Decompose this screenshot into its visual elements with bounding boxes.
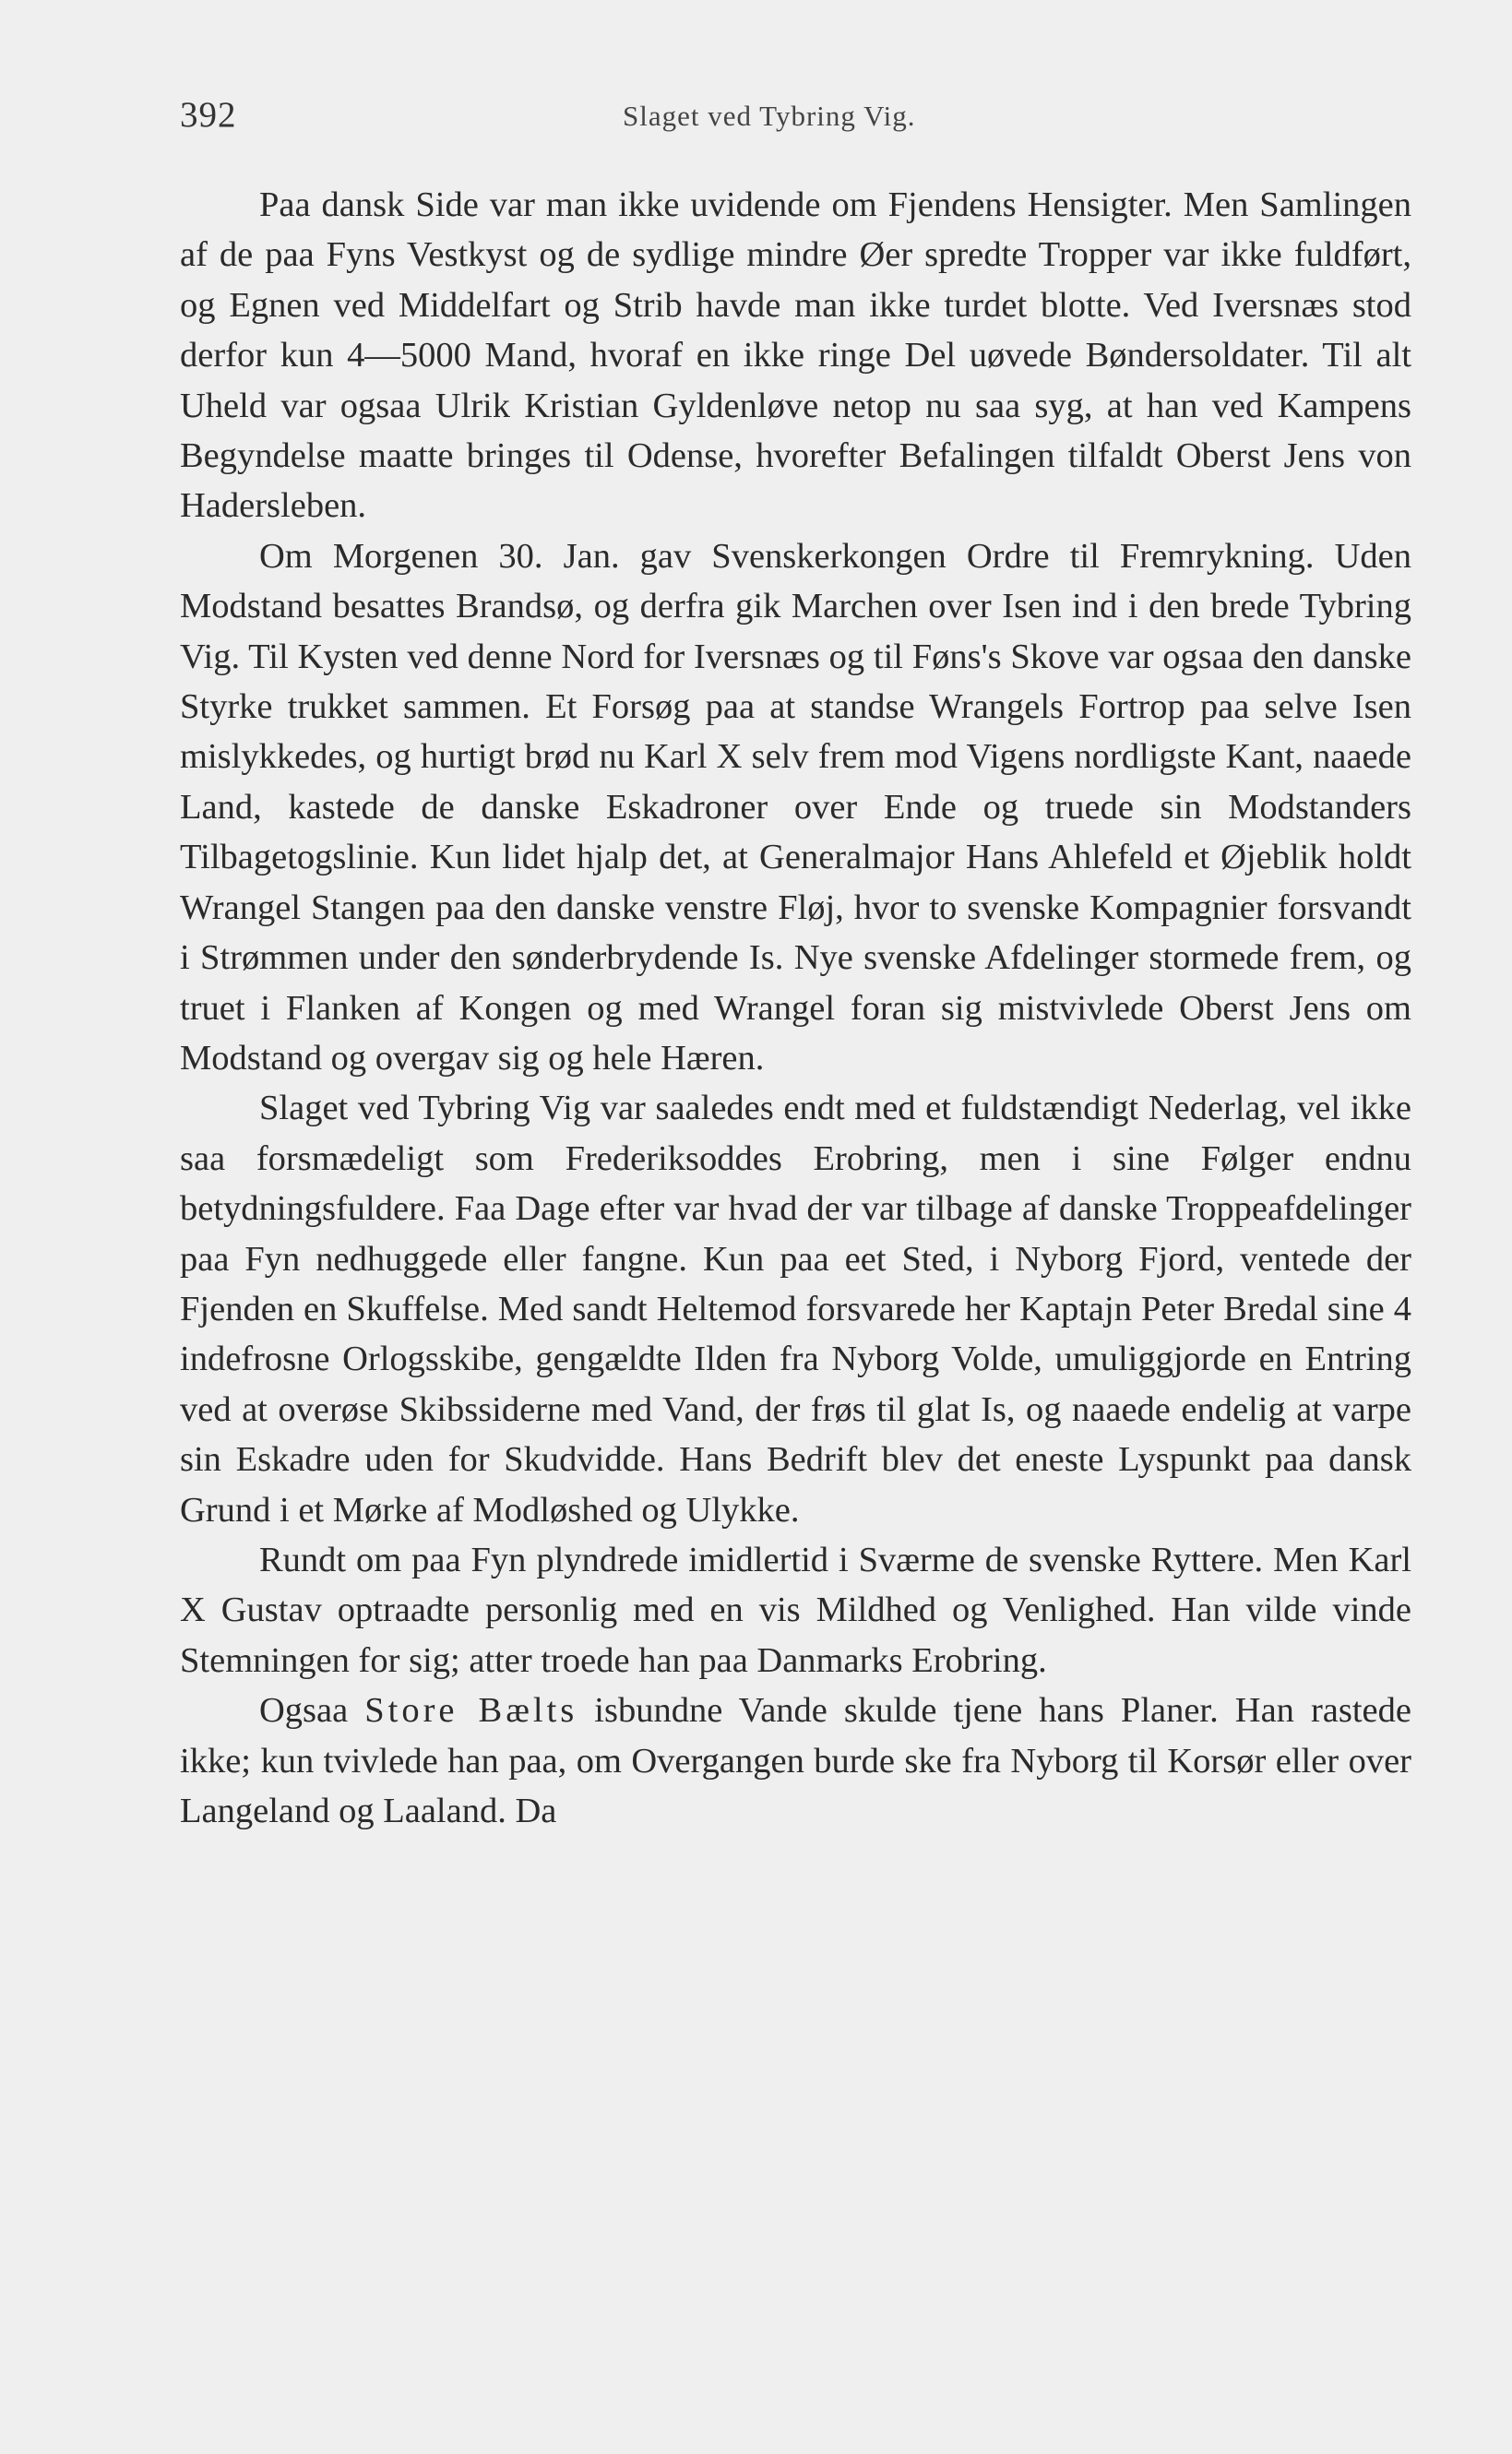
paragraph-5-end: isbundne Vande skulde tjene hans Planer. Han rastede ikke; kun tvivlede han paa, om Overgangen burde ske fra Nyborg til Korsør eller over Langeland og Laaland. Da [180, 1691, 1411, 1830]
page-number: 392 [180, 95, 237, 135]
paragraph-4: Rundt om paa Fyn plyndrede imidlertid i Sværme de svenske Ryttere. Men Karl X Gustav optraadte personlig med en vis Mildhed og Venlighed. Han vilde vinde Stemningen for sig; atter troede han paa Danmarks Erobring. [180, 1540, 1411, 1680]
running-title: Slaget ved Tybring Vig. [623, 100, 916, 132]
page-header [180, 94, 1411, 149]
paragraph-5-spaced-phrase: Store Bælts [364, 1691, 578, 1731]
paragraph-5-start: Ogsaa [259, 1691, 365, 1731]
paragraph-5 [180, 1686, 1411, 1836]
paragraph-1: Paa dansk Side var man ikke uvidende om Fjendens Hensigter. Men Samlingen af de paa Fyns Vestkyst og de sydlige mindre Øer spredte Tropper var ikke fuldført, og Egnen ved Middelfart og Strib havde man ikke turdet blotte. Ved Iversnæs stod derfor kun 4—5000 Mand, hvoraf en ikke ringe Del uøvede Bøndersoldater. Til alt Uheld var ogsaa Ulrik Kristian Gyldenløve netop nu saa syg, at han ved Kampens Begyndelse maatte bringes til Odense, hvorefter Befalingen tilfaldt Oberst Jens von Hadersleben. [180, 185, 1411, 526]
paragraph-3: Slaget ved Tybring Vig var saaledes endt med et fuldstændigt Nederlag, vel ikke saa forsmædeligt som Frederiksoddes Erobring, men i sine Følger endnu betydningsfuldere. Faa Dage efter var hvad der var tilbage af danske Troppeafdelinger paa Fyn nedhuggede eller fangne. Kun paa eet Sted, i Nyborg Fjord, ventede der Fjenden en Skuffelse. Med sandt Heltemod forsvarede her Kaptajn Peter Bredal sine 4 indefrosne Orlogsskibe, gengældte Ilden fra Nyborg Volde, umuliggjorde en Entring ved at overøse Skibssiderne med Vand, der frøs til glat Is, og naaede endelig at varpe sin Eskadre uden for Skudvidde. Hans Bedrift blev det eneste Lyspunkt paa dansk Grund i et Mørke af Modløshed og Ulykke. [180, 1089, 1411, 1530]
paragraph-2: Om Morgenen 30. Jan. gav Svenskerkongen Ordre til Fremrykning. Uden Modstand besattes Brandsø, og derfra gik Marchen over Isen ind i den brede Tybring Vig. Til Kysten ved denne Nord for Iversnæs og til Føns's Skove var ogsaa den danske Styrke trukket sammen. Et Forsøg paa at standse Wrangels Fortrop paa selve Isen mislykkedes, og hurtigt brød nu Karl X selv frem mod Vigens nordligste Kant, naaede Land, kastede de danske Eskadroner over Ende og truede sin Modstanders Tilbagetogslinie. Kun lidet hjalp det, at Generalmajor Hans Ahlefeld et Øjeblik holdt Wrangel Stangen paa den danske venstre Fløj, hvor to svenske Kompagnier forsvandt i Strømmen under den sønderbrydende Is. Nye svenske Afdelinger stormede frem, og truet i Flanken af Kongen og med Wrangel foran sig mistvivlede Oberst Jens om Modstand og overgav sig og hele Hæren. [180, 536, 1411, 1078]
body-text [180, 180, 1411, 1836]
